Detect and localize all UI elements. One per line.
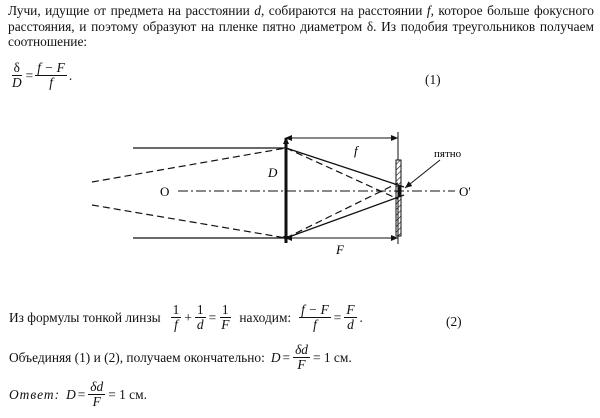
paragraph-text-1: Лучи, идущие от предмета на расстоянии xyxy=(8,3,255,18)
var-D: D xyxy=(270,349,281,365)
period: . xyxy=(359,309,363,325)
frac-den: D xyxy=(12,75,22,90)
combine-line xyxy=(8,343,353,372)
equals-sign: = xyxy=(77,386,86,402)
var-d: d xyxy=(254,3,261,18)
paragraph-text-3: , которое больше фокусного расстояния, и поэтому образуют на пленке пятно диаметром δ. Из подобия треугольников получаем соотношение: xyxy=(8,3,594,50)
frac-F-d xyxy=(343,303,357,332)
frac-den: f xyxy=(313,317,317,332)
label-O-prime: O' xyxy=(459,184,471,199)
equation-1-number: (1) xyxy=(425,72,441,87)
equals-sign: = xyxy=(282,349,291,365)
label-spot: пятно xyxy=(434,148,462,160)
label-D: D xyxy=(268,165,278,180)
frac-1-F xyxy=(218,303,232,332)
result: = 1 см. xyxy=(312,349,352,365)
frac-num: f − F xyxy=(301,302,329,317)
frac-fF-f-2 xyxy=(298,303,332,332)
incoming-ray-upper-dashed xyxy=(92,148,286,182)
frac-den: d xyxy=(347,317,354,332)
frac-1-d xyxy=(194,303,207,332)
frac-1-f xyxy=(170,303,183,332)
equals-sign: = xyxy=(25,67,34,83)
found-text: находим: xyxy=(239,309,292,325)
plus-sign: + xyxy=(184,309,192,325)
frac-deltad-F xyxy=(87,380,106,409)
frac-num: f − F xyxy=(37,60,65,75)
var-D: D xyxy=(66,386,76,402)
frac-num: δd xyxy=(295,342,308,357)
frac-num: δd xyxy=(90,379,104,394)
equals-sign: = xyxy=(333,309,342,325)
result: = 1 см. xyxy=(108,386,147,402)
refracted-ray-lower xyxy=(286,195,404,238)
paragraph-text-2: , собираются на расстоянии xyxy=(260,3,427,18)
var-f: f xyxy=(426,3,431,18)
frac-den: f xyxy=(49,75,53,90)
answer-label: Ответ: xyxy=(9,386,61,402)
frac-den: d xyxy=(196,317,204,332)
answer-line xyxy=(8,380,148,409)
refracted-ray-upper xyxy=(286,148,404,187)
label-F: F xyxy=(336,242,344,257)
frac-num: 1 xyxy=(172,302,180,317)
thin-lens-intro: Из формулы тонкой линзы xyxy=(9,309,161,325)
frac-den: f xyxy=(174,317,178,332)
period: . xyxy=(68,67,73,83)
incoming-ray-lower-dashed xyxy=(92,205,286,238)
equation-2-number: (2) xyxy=(446,314,462,329)
frac-num: 1 xyxy=(221,302,229,317)
frac-num: F xyxy=(346,302,355,317)
frac-num: 1 xyxy=(196,302,204,317)
frac-num: δ xyxy=(13,60,20,75)
frac-deltad-F xyxy=(292,343,311,372)
frac-den: F xyxy=(92,394,101,409)
equals-sign: = xyxy=(208,309,217,325)
spot-leader xyxy=(405,160,440,188)
label-f: f xyxy=(354,143,358,158)
thin-lens-line xyxy=(8,303,364,332)
label-O: O xyxy=(160,184,170,199)
frac-den: F xyxy=(221,317,230,332)
frac-den: F xyxy=(297,357,306,372)
combine-text: Объединяя (1) и (2), получаем окончательно: xyxy=(9,349,265,365)
